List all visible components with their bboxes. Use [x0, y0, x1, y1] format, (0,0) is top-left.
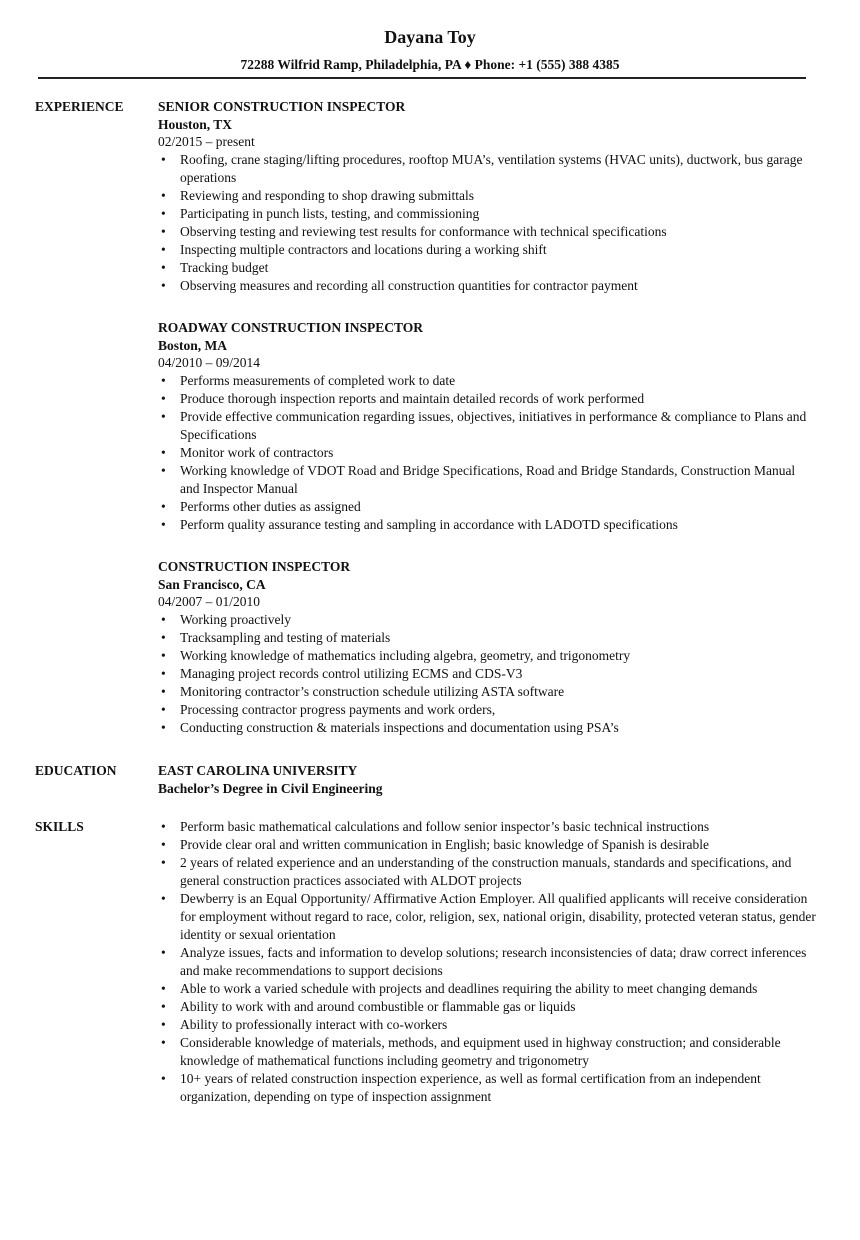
job-bullet: • Conducting construction & materials inspections and documentation using PSA’s — [158, 719, 818, 737]
job-entry — [158, 98, 818, 295]
section-label-experience: EXPERIENCE — [35, 99, 124, 114]
job-bullets — [158, 611, 818, 737]
job-title: CONSTRUCTION INSPECTOR — [158, 559, 351, 574]
job-bullet: • Managing project records control utilizing ECMS and CDS-V3 — [158, 665, 818, 683]
job-bullet: • Performs other duties as assigned — [158, 498, 818, 516]
job-bullet: • Performs measurements of completed work to date — [158, 372, 818, 390]
job-entry — [158, 558, 818, 737]
resume-header — [0, 26, 860, 73]
job-bullet: • Inspecting multiple contractors and locations during a working shift — [158, 241, 818, 259]
skill-item: • Analyze issues, facts and information to develop solutions; research inconsistencies of data; draw correct inferences and make recommendations to support decisions — [158, 944, 818, 980]
job-dates: 02/2015 – present — [158, 134, 255, 149]
job-bullet: • Perform quality assurance testing and sampling in accordance with LADOTD specifications — [158, 516, 818, 534]
job-bullet: • Participating in punch lists, testing, and commissioning — [158, 205, 818, 223]
candidate-name: Dayana Toy — [384, 27, 476, 47]
job-location: San Francisco, CA — [158, 577, 266, 592]
job-bullet: • Tracksampling and testing of materials — [158, 629, 818, 647]
skill-item: • 10+ years of related construction inspection experience, as well as formal certification from an independent organization, depending on type of inspection assignment — [158, 1070, 818, 1106]
section-label-skills: SKILLS — [35, 819, 84, 834]
job-bullet: • Tracking budget — [158, 259, 818, 277]
skill-item: • Considerable knowledge of materials, methods, and equipment used in highway construction; and considerable knowledge of mathematical functions including geometry and trigonometry — [158, 1034, 818, 1070]
job-dates: 04/2010 – 09/2014 — [158, 355, 261, 370]
job-dates: 04/2007 – 01/2010 — [158, 594, 261, 609]
skill-item: • Perform basic mathematical calculations and follow senior inspector’s basic technical instructions — [158, 818, 818, 836]
job-bullet: • Roofing, crane staging/lifting procedures, rooftop MUA’s, ventilation systems (HVAC units), ductwork, bus garage operations — [158, 151, 818, 187]
skill-item: • Ability to work with and around combustible or flammable gas or liquids — [158, 998, 818, 1016]
education-entry — [158, 762, 818, 798]
job-bullet: • Provide effective communication regarding issues, objectives, initiatives in performance & compliance to Plans and Specifications — [158, 408, 818, 444]
header-divider — [38, 77, 806, 79]
job-location: Boston, MA — [158, 338, 228, 353]
job-bullet: • Observing measures and recording all construction quantities for contractor payment — [158, 277, 818, 295]
job-bullet: • Working knowledge of VDOT Road and Bridge Specifications, Road and Bridge Standards, Construction Manual and Inspector Manual — [158, 462, 818, 498]
contact-line: 72288 Wilfrid Ramp, Philadelphia, PA ♦ Phone: +1 (555) 388 4385 — [240, 57, 620, 72]
degree: Bachelor’s Degree in Civil Engineering — [158, 781, 383, 796]
job-bullet: • Reviewing and responding to shop drawing submittals — [158, 187, 818, 205]
job-bullet: • Working proactively — [158, 611, 818, 629]
skill-item: • Dewberry is an Equal Opportunity/ Affirmative Action Employer. All qualified applicants will receive consideration for employment without regard to race, color, religion, sex, national origin, disability, protected veteran status, gender identity or sexual orientation — [158, 890, 818, 944]
skill-item: • Provide clear oral and written communication in English; basic knowledge of Spanish is desirable — [158, 836, 818, 854]
job-title: SENIOR CONSTRUCTION INSPECTOR — [158, 99, 406, 114]
job-bullet: • Observing testing and reviewing test results for conformance with technical specifications — [158, 223, 818, 241]
job-title: ROADWAY CONSTRUCTION INSPECTOR — [158, 320, 424, 335]
job-bullets — [158, 151, 818, 295]
job-entry — [158, 319, 818, 534]
job-bullet: • Working knowledge of mathematics including algebra, geometry, and trigonometry — [158, 647, 818, 665]
skills-list — [158, 818, 818, 1106]
job-bullet: • Produce thorough inspection reports and maintain detailed records of work performed — [158, 390, 818, 408]
job-location: Houston, TX — [158, 117, 233, 132]
skill-item: • Able to work a varied schedule with projects and deadlines requiring the ability to meet changing demands — [158, 980, 818, 998]
job-bullet: • Monitor work of contractors — [158, 444, 818, 462]
skill-item: • 2 years of related experience and an understanding of the construction manuals, standards and specifications, and general construction practices associated with ALDOT projects — [158, 854, 818, 890]
section-label-education: EDUCATION — [35, 763, 117, 778]
job-bullet: • Monitoring contractor’s construction schedule utilizing ASTA software — [158, 683, 818, 701]
skill-item: • Ability to professionally interact with co-workers — [158, 1016, 818, 1034]
job-bullet: • Processing contractor progress payments and work orders, — [158, 701, 818, 719]
school-name: EAST CAROLINA UNIVERSITY — [158, 763, 358, 778]
skills-list-wrapper — [158, 818, 818, 1106]
job-bullets — [158, 372, 818, 534]
experience-jobs — [158, 98, 818, 761]
